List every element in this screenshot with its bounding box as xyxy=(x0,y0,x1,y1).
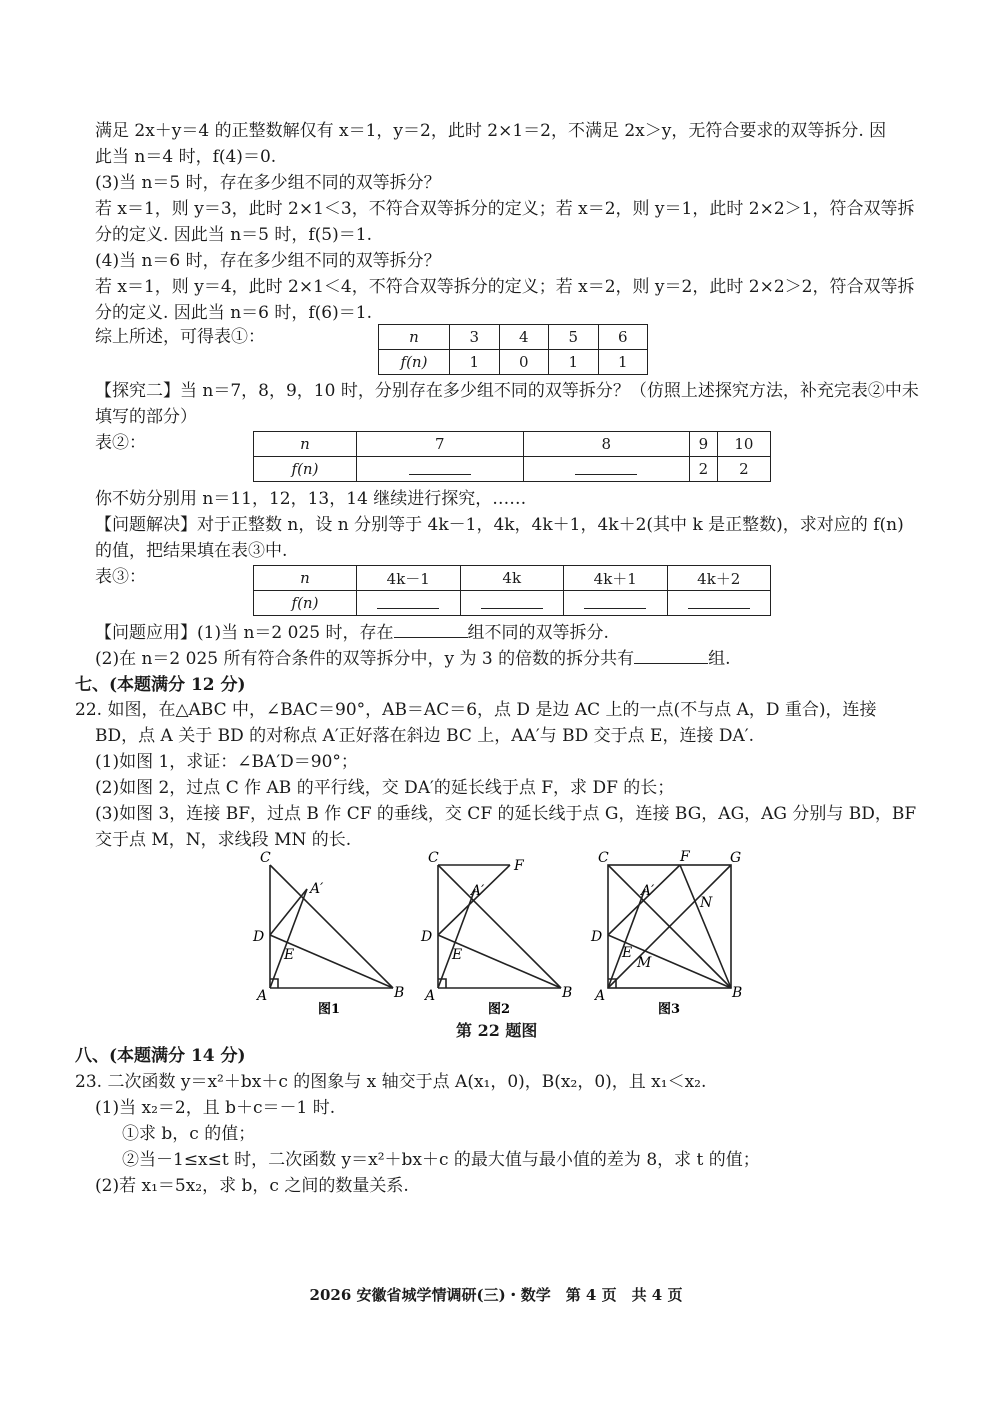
table-cell: 5 xyxy=(549,325,599,350)
text-line-2: 此当 n＝4 时，f(4)＝0. xyxy=(95,147,277,167)
table-cell: 6 xyxy=(598,325,648,350)
table-3-header-row xyxy=(254,566,771,591)
text-line-6: (4)当 n＝6 时，存在多少组不同的双等拆分？ xyxy=(95,251,441,271)
table-3 xyxy=(253,565,771,616)
table-cell: 4k＋1 xyxy=(564,566,668,591)
table-3-value-row xyxy=(254,591,771,616)
answer-blank-cell[interactable] xyxy=(460,591,564,616)
text-line-7: 若 x＝1，则 y＝4，此时 2×1＜4，不符合双等拆分的定义；若 x＝2，则 y＝2，此时 2×2＞2，符合双等拆 xyxy=(95,277,915,297)
label-d: D xyxy=(421,929,433,945)
table-2 xyxy=(253,431,771,482)
apply-1-text-end: 组不同的双等拆分. xyxy=(467,623,609,643)
table-1-header-row xyxy=(379,325,648,350)
answer-blank[interactable] xyxy=(634,649,708,664)
caption-fig-1: 图1 xyxy=(318,1002,341,1017)
table-cell: f(n) xyxy=(254,457,357,482)
solve-line-1: 【问题解决】对于正整数 n，设 n 分别等于 4k－1，4k，4k＋1，4k＋2(其中 k 是正整数)，求对应的 f(n) xyxy=(95,515,904,535)
table-cell: 1 xyxy=(598,350,648,375)
answer-blank-cell[interactable] xyxy=(667,591,771,616)
answer-blank[interactable] xyxy=(377,594,439,609)
answer-blank[interactable] xyxy=(584,594,646,609)
answer-blank[interactable] xyxy=(394,623,468,638)
apply-line-1 xyxy=(95,622,609,644)
label-e: E xyxy=(452,947,463,963)
label-e: E xyxy=(622,945,633,961)
text-line-5: 分的定义. 因此当 n＝5 时，f(5)＝1. xyxy=(95,225,372,245)
text-line-9: 综上所述，可得表①： xyxy=(95,327,265,347)
label-a-prime: A′ xyxy=(310,881,324,897)
label-a: A xyxy=(425,988,436,1004)
answer-blank-cell[interactable] xyxy=(357,457,524,482)
q22-line-4: (2)如图 2，过点 C 作 AB 的平行线，交 DA′的延长线于点 F，求 DF 的长； xyxy=(95,778,675,798)
table-cell: 4k－1 xyxy=(357,566,461,591)
label-b: B xyxy=(394,985,405,1001)
q22-line-2: BD，点 A 关于 BD 的对称点 A′正好落在斜边 BC 上，AA′与 BD 交于点 E，连接 DA′. xyxy=(95,726,755,746)
q23-line-5: (2)若 x₁＝5x₂，求 b，c 之间的数量关系. xyxy=(95,1176,409,1196)
table-cell: 9 xyxy=(690,432,718,457)
answer-blank[interactable] xyxy=(575,460,637,475)
q22-line-5: (3)如图 3，连接 BF，过点 B 作 CF 的垂线，交 CF 的延长线于点 G，连接 BG，AG，AG 分别与 BD，BF xyxy=(95,804,917,824)
label-m: M xyxy=(637,955,652,971)
q23-line-4: ②当－1≤x≤t 时，二次函数 y＝x²＋bx＋c 的最大值与最小值的差为 8，求 t 的值； xyxy=(122,1150,760,1170)
text-line-4: 若 x＝1，则 y＝3，此时 2×1＜3，不符合双等拆分的定义；若 x＝2，则 y＝1，此时 2×2＞1，符合双等拆 xyxy=(95,199,915,219)
q23-line-3: ①求 b，c 的值； xyxy=(122,1124,256,1144)
apply-line-2 xyxy=(95,648,731,670)
label-c: C xyxy=(260,850,271,866)
label-a: A xyxy=(595,988,606,1004)
apply-1-text: 【问题应用】(1)当 n＝2 025 时，存在 xyxy=(95,623,394,643)
caption-fig-2: 图2 xyxy=(488,1002,511,1017)
table-cell: 4k xyxy=(460,566,564,591)
label-f: F xyxy=(680,849,690,865)
table-cell: 2 xyxy=(717,457,770,482)
table-cell: n xyxy=(254,566,357,591)
label-a: A xyxy=(257,988,268,1004)
table-cell: 0 xyxy=(499,350,549,375)
label-d: D xyxy=(591,929,603,945)
caption-fig-3: 图3 xyxy=(658,1002,681,1017)
table-2-header-row xyxy=(254,432,771,457)
label-g: G xyxy=(730,850,742,866)
q22-line-3: (1)如图 1，求证：∠BA′D＝90°； xyxy=(95,752,358,772)
table-1-value-row xyxy=(379,350,648,375)
label-c: C xyxy=(428,850,439,866)
apply-2-text-end: 组. xyxy=(708,649,731,669)
apply-2-text: (2)在 n＝2 025 所有符合条件的双等拆分中，y 为 3 的倍数的拆分共有 xyxy=(95,649,635,669)
answer-blank-cell[interactable] xyxy=(523,457,690,482)
figure-1 xyxy=(240,845,420,1020)
q22-line-6: 交于点 M，N，求线段 MN 的长. xyxy=(95,830,352,850)
label-f: F xyxy=(514,858,524,874)
label-d: D xyxy=(253,929,265,945)
figure-3 xyxy=(580,845,760,1020)
text-line-1: 满足 2x＋y＝4 的正整数解仅有 x＝1，y＝2，此时 2×1＝2，不满足 2x＞y，无符合要求的双等拆分. 因 xyxy=(95,121,887,141)
table-cell: n xyxy=(254,432,357,457)
table-cell: 8 xyxy=(523,432,690,457)
section-8-heading: 八、(本题满分 14 分) xyxy=(75,1046,246,1066)
answer-blank[interactable] xyxy=(688,594,750,609)
figure-group-title: 第 22 题图 xyxy=(456,1021,538,1040)
label-a-prime: A′ xyxy=(471,883,485,899)
q23-line-2: (1)当 x₂＝2，且 b＋c＝－1 时. xyxy=(95,1098,336,1118)
label-n: N xyxy=(700,895,713,911)
label-b: B xyxy=(562,985,573,1001)
solve-line-2: 的值，把结果填在表③中. xyxy=(95,541,288,561)
table-cell: 1 xyxy=(450,350,500,375)
q23-line-1: 23. 二次函数 y＝x²＋bx＋c 的图象与 x 轴交于点 A(x₁，0)，B(x₂，0)，且 x₁＜x₂. xyxy=(75,1072,707,1092)
table-cell: 4 xyxy=(499,325,549,350)
table-cell: 7 xyxy=(357,432,524,457)
answer-blank[interactable] xyxy=(481,594,543,609)
page-footer: 2026 安徽省城学情调研(三)・数学 第 4 页 共 4 页 xyxy=(309,1286,683,1304)
table-cell: f(n) xyxy=(254,591,357,616)
table2-label: 表②： xyxy=(95,433,146,453)
answer-blank[interactable] xyxy=(409,460,471,475)
figure-2 xyxy=(410,845,590,1020)
section-7-heading: 七、(本题满分 12 分) xyxy=(75,675,246,695)
table-cell: 10 xyxy=(717,432,770,457)
label-e: E xyxy=(284,947,295,963)
table-1 xyxy=(378,324,648,375)
table-cell: 4k＋2 xyxy=(667,566,771,591)
label-a-prime: A′ xyxy=(641,883,655,899)
q22-line-1: 22. 如图，在△ABC 中，∠BAC＝90°，AB＝AC＝6，点 D 是边 AC 上的一点(不与点 A，D 重合)，连接 xyxy=(75,700,877,720)
text-line-8: 分的定义. 因此当 n＝6 时，f(6)＝1. xyxy=(95,303,372,323)
after2-line: 你不妨分别用 n＝11，12，13，14 继续进行探究，…… xyxy=(95,489,527,509)
table-cell: 2 xyxy=(690,457,718,482)
answer-blank-cell[interactable] xyxy=(564,591,668,616)
explore2-line-1: 【探究二】当 n＝7，8，9，10 时，分别存在多少组不同的双等拆分？（仿照上述探究方法，补充完表②中未 xyxy=(95,381,919,401)
answer-blank-cell[interactable] xyxy=(357,591,461,616)
table3-label: 表③： xyxy=(95,567,146,587)
table-2-value-row xyxy=(254,457,771,482)
table-cell: f(n) xyxy=(379,350,450,375)
label-c: C xyxy=(598,850,609,866)
table-cell: 1 xyxy=(549,350,599,375)
table-cell: n xyxy=(379,325,450,350)
explore2-line-2: 填写的部分） xyxy=(95,407,197,427)
text-line-3: (3)当 n＝5 时，存在多少组不同的双等拆分？ xyxy=(95,173,441,193)
label-b: B xyxy=(732,985,743,1001)
table-cell: 3 xyxy=(450,325,500,350)
